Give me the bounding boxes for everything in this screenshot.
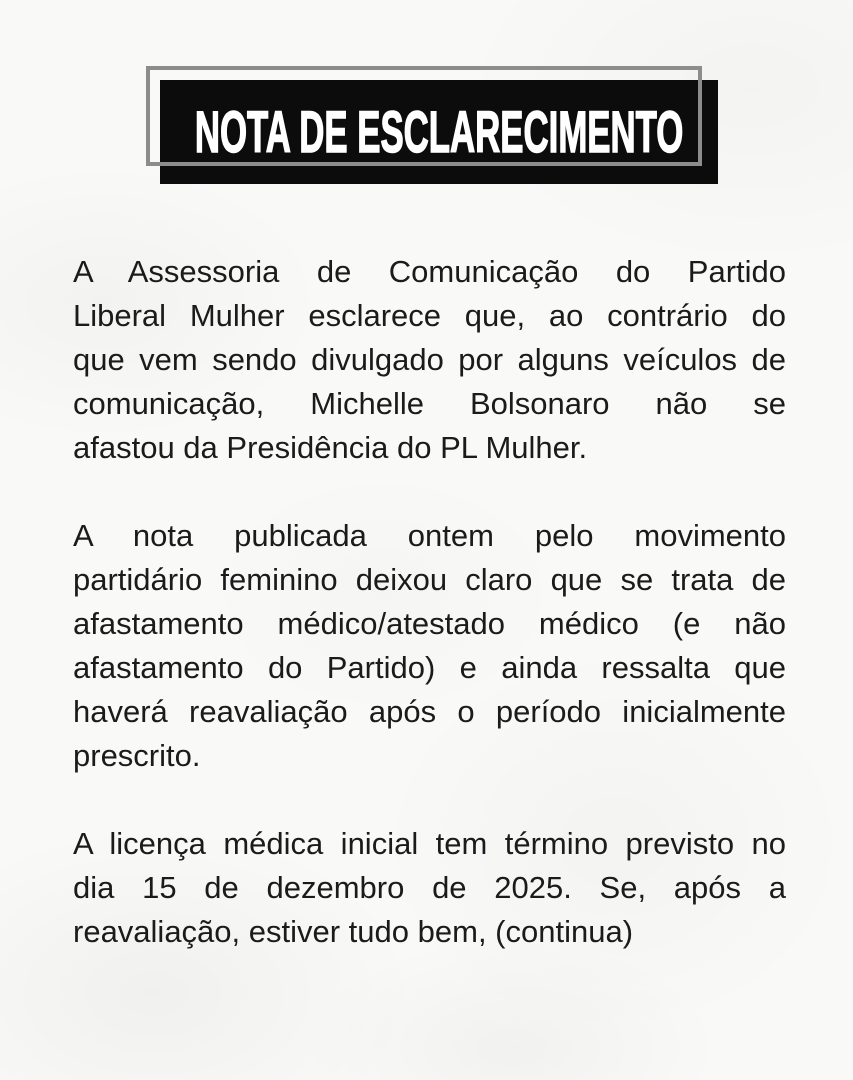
page-title: NOTA DE ESCLARECIMENTO: [194, 99, 684, 165]
text-line: A nota publicada ontem pelo movimento: [73, 518, 786, 553]
text-line: reavaliação, estiver tudo bem, (continua): [73, 914, 634, 949]
text-line: comunicação, Michelle Bolsonaro não se: [73, 386, 786, 421]
paragraph: [73, 822, 786, 954]
text-line: A Assessoria de Comunicação do Partido: [73, 254, 786, 289]
text-line: prescrito.: [73, 738, 201, 773]
text-line: afastou da Presidência do PL Mulher.: [73, 430, 588, 465]
text-line: afastamento médico/atestado médico (e não: [73, 606, 786, 641]
note-body: [73, 250, 786, 998]
text-line: partidário feminino deixou claro que se trata de: [73, 562, 786, 597]
paragraph: [73, 250, 786, 470]
paragraph: [73, 514, 786, 778]
text-line: dia 15 de dezembro de 2025. Se, após a: [73, 870, 786, 905]
text-line: Liberal Mulher esclarece que, ao contrário do: [73, 298, 786, 333]
banner-frame: [146, 66, 702, 166]
text-line: haverá reavaliação após o período inicialmente: [73, 694, 786, 729]
text-line: afastamento do Partido) e ainda ressalta que: [73, 650, 786, 685]
text-line: A licença médica inicial tem término previsto no: [73, 826, 786, 861]
text-line: que vem sendo divulgado por alguns veículos de: [73, 342, 786, 377]
banner: [0, 0, 853, 220]
